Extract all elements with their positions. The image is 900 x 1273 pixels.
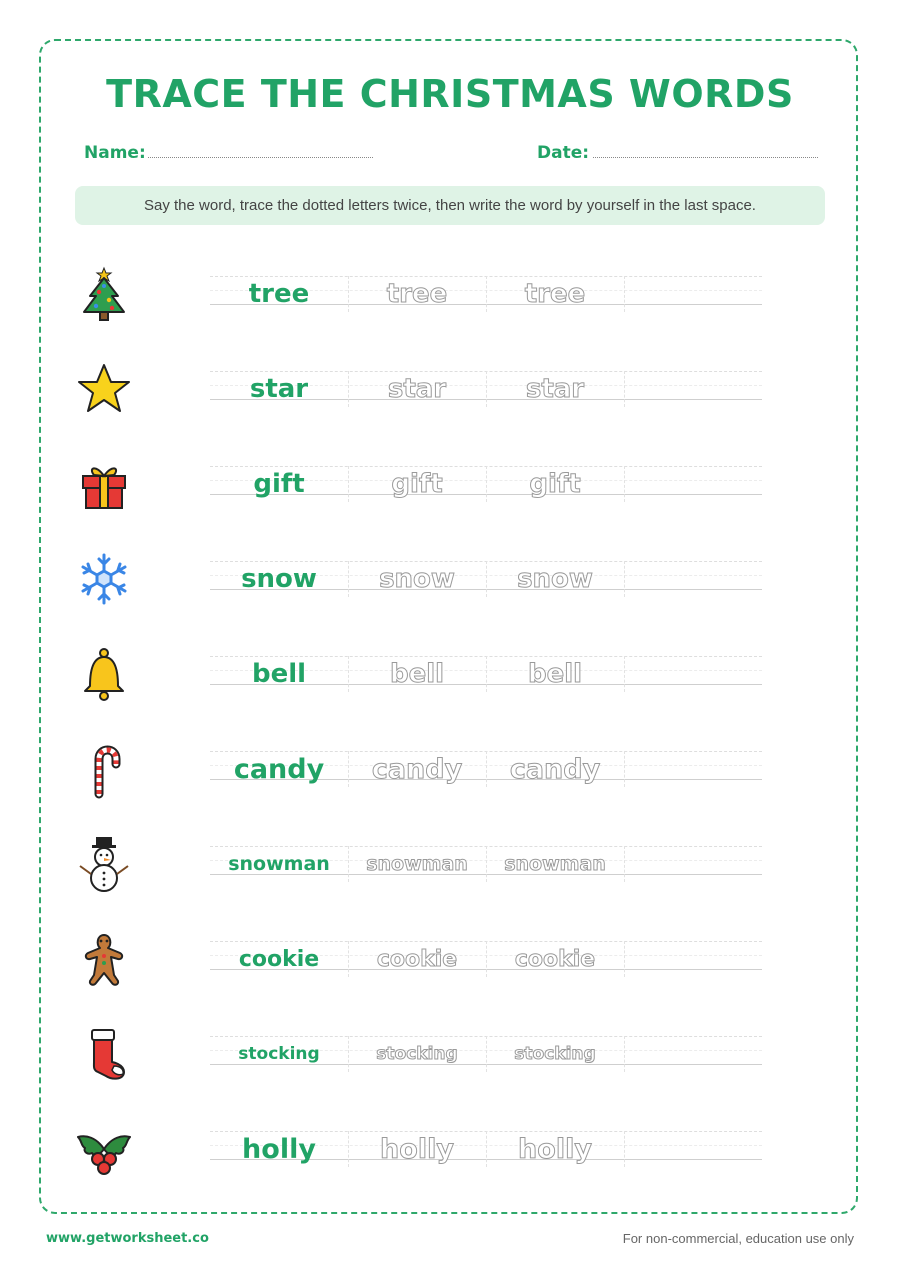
word-row (0, 454, 900, 514)
stocking-icon (74, 1024, 134, 1084)
write-space[interactable] (624, 656, 762, 692)
write-space[interactable] (624, 371, 762, 407)
word-label: stocking (238, 1044, 320, 1064)
candy-cane-icon (74, 739, 134, 799)
word-label: gift (253, 469, 305, 499)
handwriting-lines (210, 846, 762, 882)
star-icon (74, 359, 134, 419)
word-label: snowman (228, 853, 330, 875)
handwriting-lines (210, 656, 762, 692)
footer-site: www.getworksheet.co (46, 1231, 209, 1246)
word-label: cookie (238, 946, 320, 972)
word-row (0, 1024, 900, 1084)
holly-icon (74, 1119, 134, 1179)
date-label: Date: (537, 143, 590, 163)
trace-word: bell (527, 659, 583, 689)
write-space[interactable] (624, 846, 762, 882)
word-row (0, 1119, 900, 1179)
trace-word: candy (509, 753, 601, 785)
trace-word: star (525, 374, 585, 404)
word-row (0, 549, 900, 609)
write-space[interactable] (624, 276, 762, 312)
gingerbread-cookie-icon (74, 929, 134, 989)
trace-word: gift (529, 469, 581, 499)
word-label: star (249, 374, 309, 404)
snowman-icon (74, 834, 134, 894)
handwriting-lines (210, 466, 762, 502)
snowflake-icon (74, 549, 134, 609)
bell-icon (74, 644, 134, 704)
word-row (0, 264, 900, 324)
trace-word: holly (380, 1133, 454, 1165)
word-label: candy (233, 753, 325, 785)
handwriting-lines (210, 941, 762, 977)
name-field[interactable] (148, 157, 373, 158)
instruction-text: Say the word, trace the dotted letters twice, then write the word by yourself in the last space. (144, 197, 756, 214)
trace-word: gift (391, 469, 443, 499)
trace-word: snowman (366, 853, 468, 875)
handwriting-lines (210, 1036, 762, 1072)
trace-word: cookie (376, 946, 458, 972)
word-label: bell (251, 659, 307, 689)
word-row (0, 834, 900, 894)
trace-word: tree (386, 279, 448, 309)
trace-word: snow (379, 564, 455, 594)
name-label: Name: (84, 143, 146, 163)
date-field[interactable] (593, 157, 818, 158)
write-space[interactable] (624, 941, 762, 977)
handwriting-lines (210, 276, 762, 312)
write-space[interactable] (624, 1036, 762, 1072)
trace-word: bell (389, 659, 445, 689)
page-title: TRACE THE CHRISTMAS WORDS (106, 72, 794, 116)
word-label: holly (242, 1133, 316, 1165)
write-space[interactable] (624, 751, 762, 787)
write-space[interactable] (624, 466, 762, 502)
write-space[interactable] (624, 561, 762, 597)
word-label: snow (241, 564, 317, 594)
word-row (0, 929, 900, 989)
word-row (0, 644, 900, 704)
handwriting-lines (210, 1131, 762, 1167)
trace-word: cookie (514, 946, 596, 972)
footer-notice: For non-commercial, education use only (622, 1231, 854, 1246)
handwriting-lines (210, 371, 762, 407)
handwriting-lines (210, 751, 762, 787)
trace-word: snow (517, 564, 593, 594)
christmas-tree-icon (74, 264, 134, 324)
word-label: tree (248, 279, 310, 309)
trace-word: holly (518, 1133, 592, 1165)
trace-word: stocking (376, 1044, 458, 1064)
instruction-box (75, 186, 825, 225)
trace-word: star (387, 374, 447, 404)
trace-word: candy (371, 753, 463, 785)
word-row (0, 739, 900, 799)
word-row (0, 359, 900, 419)
handwriting-lines (210, 561, 762, 597)
write-space[interactable] (624, 1131, 762, 1167)
trace-word: snowman (504, 853, 606, 875)
gift-icon (74, 454, 134, 514)
trace-word: stocking (514, 1044, 596, 1064)
trace-word: tree (524, 279, 586, 309)
